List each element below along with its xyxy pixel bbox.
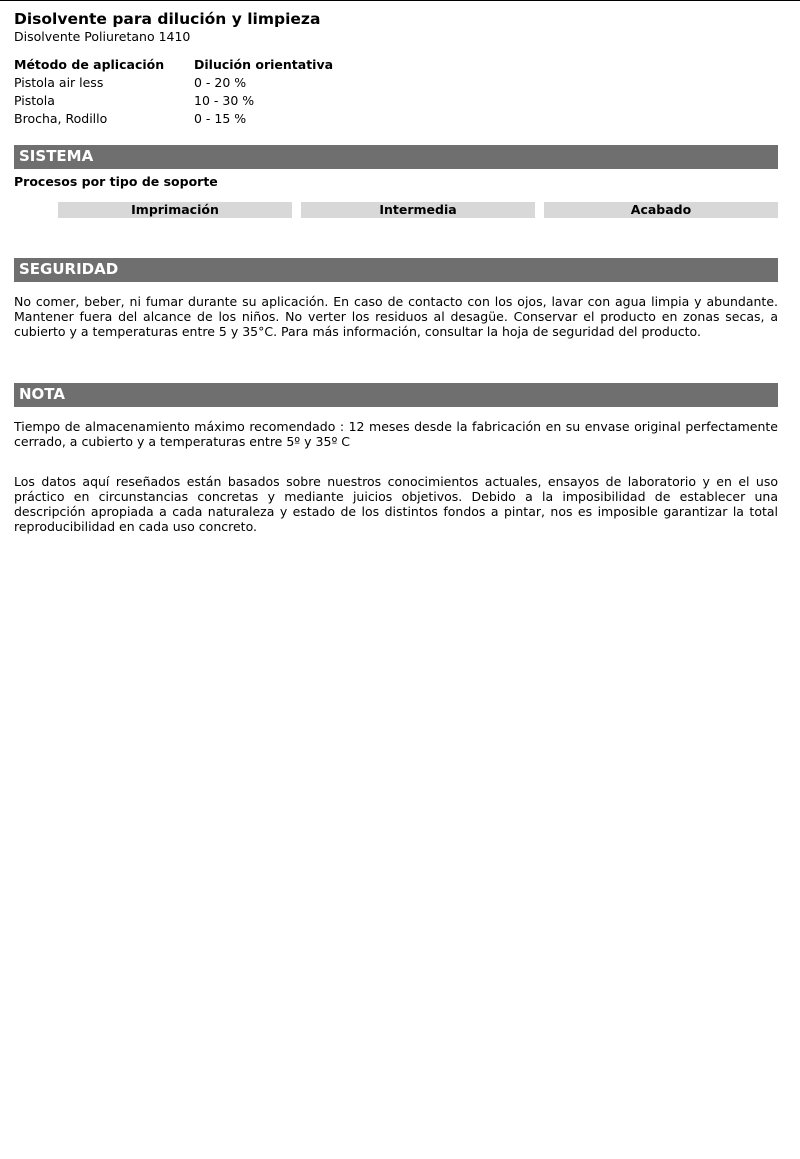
document-page xyxy=(14,9,778,534)
process-column-imprimacion: Imprimación xyxy=(58,202,292,218)
dilution-cell: 0 - 15 % xyxy=(194,110,247,126)
method-column-header: Método de aplicación xyxy=(14,56,165,72)
process-columns xyxy=(14,202,778,218)
sistema-subheading: Procesos por tipo de soporte xyxy=(14,174,218,189)
seguridad-section-header: SEGURIDAD xyxy=(14,258,778,282)
process-column-acabado: Acabado xyxy=(544,202,778,218)
dilution-cell: 0 - 20 % xyxy=(194,74,247,90)
dilution-cell: 10 - 30 % xyxy=(194,92,255,108)
process-column-intermedia: Intermedia xyxy=(301,202,535,218)
table-row xyxy=(14,91,333,109)
document-subtitle: Disolvente Poliuretano 1410 xyxy=(14,29,191,44)
table-row xyxy=(14,109,333,127)
nota-section-header: NOTA xyxy=(14,383,778,407)
method-cell: Pistola xyxy=(14,92,55,108)
method-cell: Pistola air less xyxy=(14,74,104,90)
method-cell: Brocha, Rodillo xyxy=(14,110,108,126)
storage-note-text: Tiempo de almacenamiento máximo recomendado : 12 meses desde la fabricación en su envase original perfectamente cerrado, a cubierto y a temperaturas entre 5º y 35º C xyxy=(14,419,778,449)
top-border-line xyxy=(0,0,800,1)
table-row xyxy=(14,73,333,91)
dilution-table-header-row xyxy=(14,55,333,73)
dilution-table xyxy=(14,55,333,127)
disclaimer-text: Los datos aquí reseñados están basados sobre nuestros conocimientos actuales, ensayos de laboratorio y en el uso práctico en circunstancias concretas y mediante juicios objetivos. Debido a la imposibilidad de establecer una descripción apropiada a cada naturaleza y estado de los distintos fondos a pintar, nos es imposible garantizar la total reproducibilidad en cada uso concreto. xyxy=(14,474,778,534)
dilution-column-header: Dilución orientativa xyxy=(194,56,334,72)
sistema-section-header: SISTEMA xyxy=(14,145,778,169)
document-title: Disolvente para dilución y limpieza xyxy=(14,10,321,28)
seguridad-text: No comer, beber, ni fumar durante su aplicación. En caso de contacto con los ojos, lavar con agua limpia y abundante. Mantener fuera del alcance de los niños. No verter los residuos al desagüe. Conservar el producto en zonas secas, a cubierto y a temperaturas entre 5 y 35°C. Para más información, consultar la hoja de seguridad del producto. xyxy=(14,294,778,339)
